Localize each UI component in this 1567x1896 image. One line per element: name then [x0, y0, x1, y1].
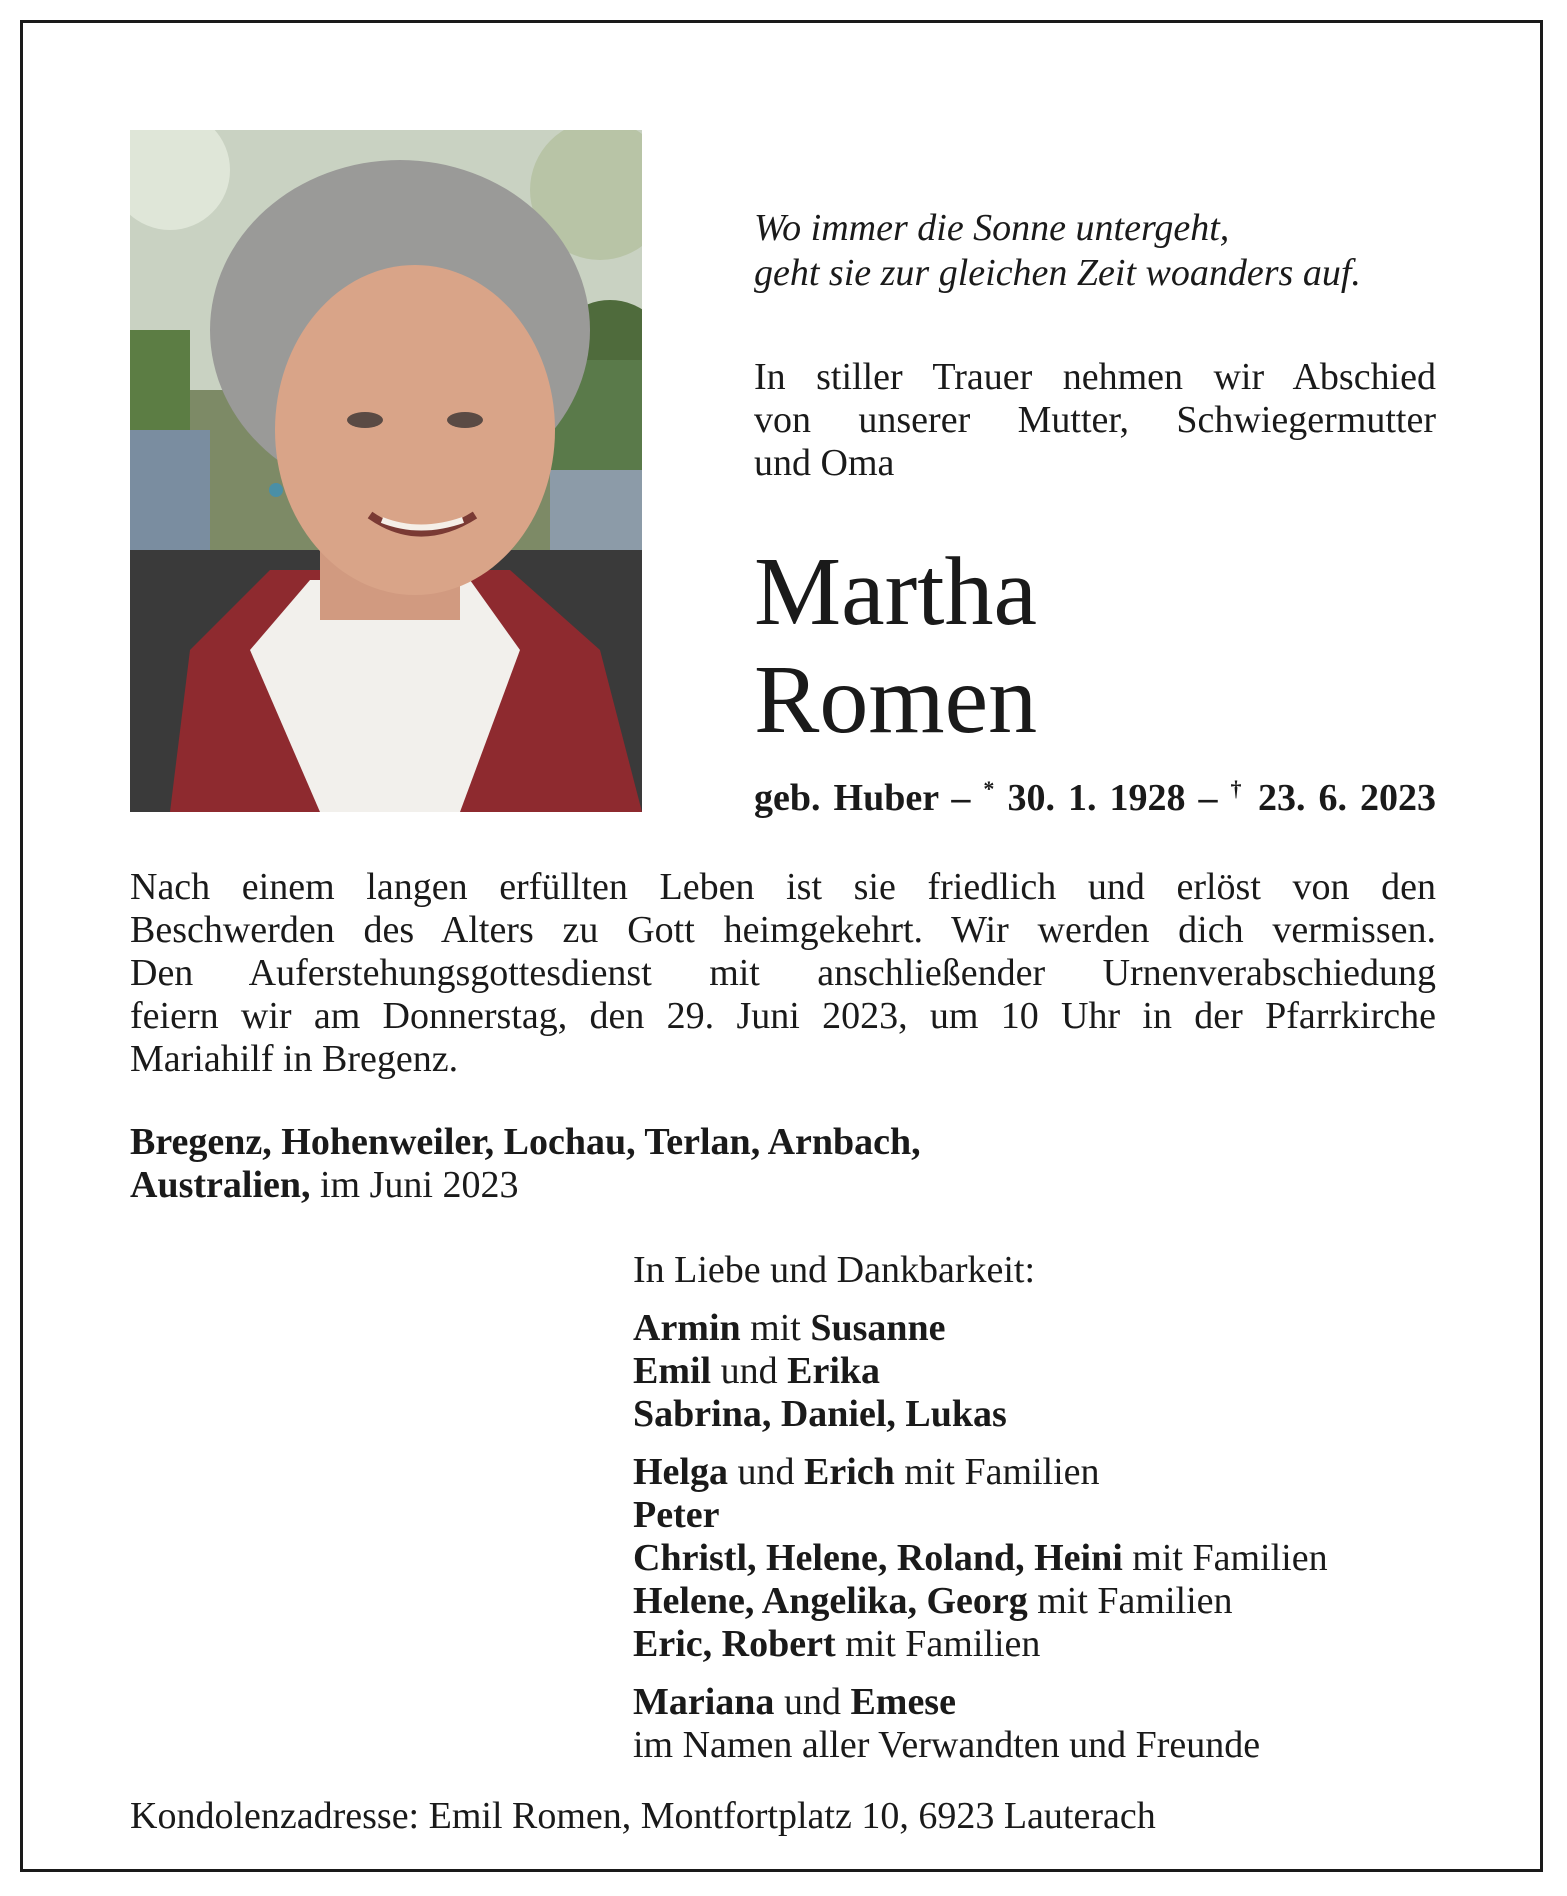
deceased-name [754, 538, 1037, 754]
connector: mit Familien [835, 1623, 1041, 1665]
signers-heading: In Liebe und Dankbarkeit: [633, 1249, 1036, 1291]
intro-line: In stiller Trauer nehmen wir Abschied [754, 356, 1436, 398]
body-line: Nach einem langen erfüllten Leben ist sie friedlich und erlöst von den [130, 866, 1436, 908]
body-line: Beschwerden des Alters zu Gott heimgekehrt. Wir werden dich vermissen. [130, 909, 1436, 951]
signer-row [633, 1350, 1493, 1393]
announcement-text [130, 866, 1436, 1081]
motto-line: geht sie zur gleichen Zeit woanders auf. [754, 252, 1361, 294]
birth-date: 30. 1. 1928 [1007, 777, 1186, 819]
signer-row [633, 1681, 1493, 1724]
life-dates [754, 776, 1436, 820]
places-country: Australien, [130, 1164, 311, 1206]
intro-line: von unserer Mutter, Schwiegermutter [754, 399, 1436, 441]
connector: mit [740, 1307, 811, 1349]
signer-row [633, 1451, 1493, 1494]
places-line: Bregenz, Hohenweiler, Lochau, Terlan, Arnbach, [130, 1121, 921, 1163]
intro-text [754, 356, 1436, 485]
signer-name: Emil [633, 1350, 712, 1392]
signer-name: Sabrina, Daniel, Lukas [633, 1393, 1007, 1435]
signer-row [633, 1307, 1493, 1350]
signer-row [633, 1393, 1493, 1436]
signer-name: Christl, Helene, Roland, Heini [633, 1537, 1123, 1579]
condolence-address: Kondolenzadresse: Emil Romen, Montfortplatz 10, 6923 Lauterach [130, 1795, 1156, 1837]
signer-name: Helga [633, 1451, 728, 1493]
signer-name: Helene, Angelika, Georg [633, 1580, 1028, 1622]
connector: und [774, 1681, 851, 1723]
maiden-name: geb. Huber [754, 777, 939, 819]
signer-name: Armin [633, 1307, 741, 1349]
connector: und [711, 1350, 788, 1392]
last-name: Romen [754, 646, 1038, 754]
signer-name: Erich [803, 1451, 895, 1493]
signer-row [633, 1580, 1493, 1623]
connector: mit Familien [1027, 1580, 1233, 1622]
signer-row [633, 1494, 1493, 1537]
signer-name: Mariana [633, 1681, 775, 1723]
signer-name: Emese [850, 1681, 956, 1723]
birth-symbol: * [983, 776, 995, 801]
signer-row [633, 1623, 1493, 1666]
connector: mit Familien [894, 1451, 1100, 1493]
portrait-photo [130, 130, 642, 812]
mourners-list [633, 1249, 1493, 1767]
body-line: feiern wir am Donnerstag, den 29. Juni 2023, um 10 Uhr in der Pfarrkirche [130, 995, 1436, 1037]
connector: und [727, 1451, 804, 1493]
places-and-date [130, 1121, 1230, 1207]
place-date: im Juni 2023 [310, 1164, 519, 1206]
signer-row [633, 1537, 1493, 1580]
signer-name: Susanne [810, 1307, 946, 1349]
signers-closing: im Namen aller Verwandten und Freunde [633, 1724, 1261, 1766]
death-symbol: † [1230, 776, 1246, 801]
signer-name: Eric, Robert [633, 1623, 836, 1665]
body-line: Den Auferstehungsgottesdienst mit anschließender Urnenverabschiedung [130, 952, 1436, 994]
intro-line: und Oma [754, 442, 895, 484]
motto-quote [754, 206, 1454, 296]
death-date: 23. 6. 2023 [1258, 777, 1437, 819]
body-line: Mariahilf in Bregenz. [130, 1038, 459, 1080]
first-name: Martha [754, 538, 1037, 646]
connector: mit Familien [1122, 1537, 1328, 1579]
signer-name: Erika [787, 1350, 881, 1392]
motto-line: Wo immer die Sonne untergeht, [754, 207, 1230, 249]
signer-name: Peter [633, 1494, 720, 1536]
dash: – [951, 777, 971, 819]
dash: – [1198, 777, 1218, 819]
